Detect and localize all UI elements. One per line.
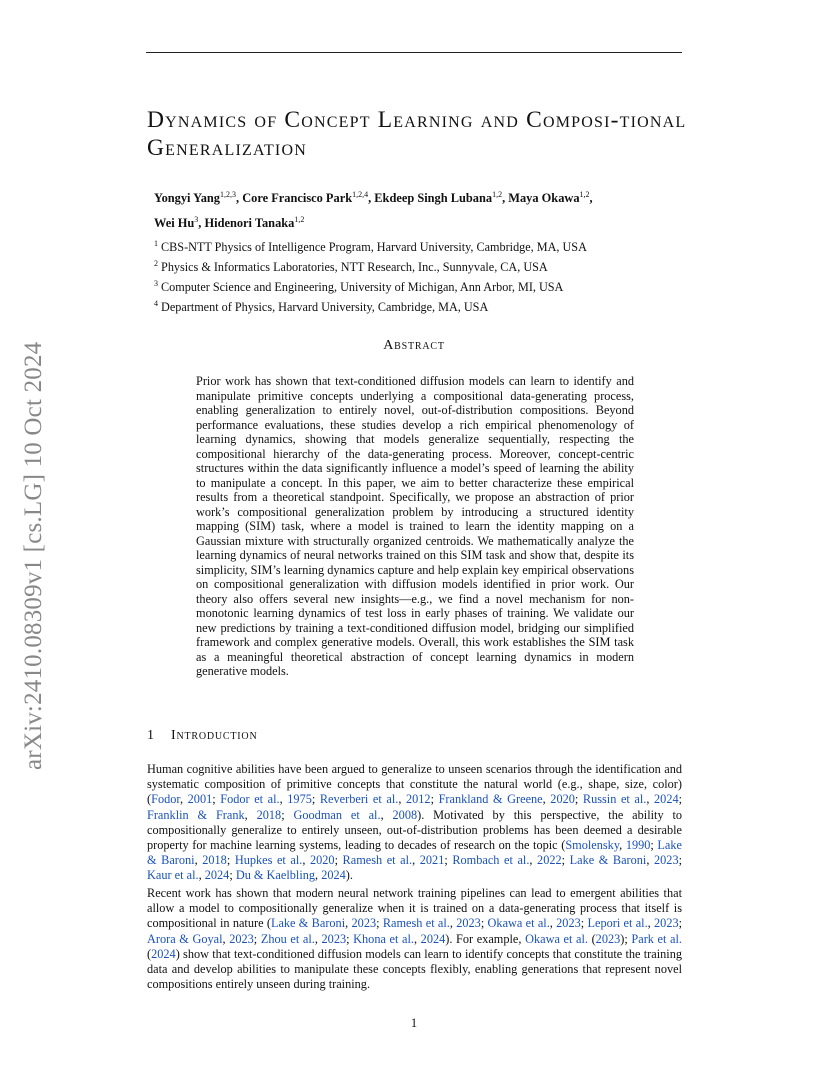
paragraph-text: ; [311,792,320,807]
citation-link[interactable]: 2023 [456,916,481,931]
paragraph-text: ); [620,931,632,946]
affiliation [154,236,674,256]
paragraph-text: ). For example, [445,931,526,946]
paragraph-text: , [315,868,322,883]
paper-title: Dynamics of Concept Learning and Composi-tional Generalization [147,107,687,161]
citation-link[interactable]: Ramesh et al. [382,916,450,931]
author-name: Hidenori Tanaka [204,216,295,231]
author-name: Wei Hu [154,216,195,231]
paragraph-text: , [449,916,457,931]
citation-link[interactable]: Frankland & Greene [438,792,543,807]
citation-link[interactable]: 2023 [229,931,254,946]
citation-link[interactable]: Hupkes et al. [234,853,303,868]
abstract-text: Prior work has shown that text-conditioned diffusion models can learn to identify and manipulate primitive concepts underlying a compositional data-generating process, enabling generalization to entirely novel, out-of-distribution compositions. Beyond performance evaluations, these studies develop a rich empirical phenomenology of learning dynamics, showing that models generalize sequentially, respecting the compositional hierarchy of the data-generating process. Moreover, concept-centric structures within the data significantly influence a model’s speed of learning the ability to manipulate a concept. In this paper, we aim to better characterize these empirical results from a theoretical standpoint. Specifically, we propose an abstraction of prior work’s compositional generalization problem by introducing a structured identity mapping (SIM) task, where a model is trained to learn the identity mapping on a Gaussian mixture with structurally organized centroids. We mathematically analyze the learning dynamics of neural networks trained on this SIM task and show that, despite its simplicity, SIM’s learning dynamics capture and help explain key empirical observations on compositional generalization with diffusion models identified in prior work. Our theory also offers several new insights—e.g., we find a novel mechanism for non-monotonic learning dynamics of test loss in early phases of training. We validate our new predictions by training a text-conditioned diffusion model, bridging our simplified framework and complex generative models. Overall, this work establishes the SIM task as a meaningful theoretical abstraction of concept learning dynamics in modern generative models. [196,374,634,678]
citation-link[interactable]: 2024 [321,868,346,883]
paragraph-text: ( [587,931,596,946]
citation-link[interactable]: 2023 [654,853,679,868]
citation-link[interactable]: Khona et al. [353,931,414,946]
citation-link[interactable]: Arora & Goyal [147,931,223,946]
intro-paragraph-2 [147,886,682,992]
citation-link[interactable]: 2024 [420,931,446,946]
citation-link[interactable]: 2023 [351,916,377,931]
citation-link[interactable]: 2023 [556,916,581,931]
paragraph-text: , [380,807,393,822]
citation-link[interactable]: Park et al. [631,931,682,946]
paragraph-text: , [194,853,203,868]
section-number: 1 [147,728,155,743]
citation-link[interactable]: Lake & Baroni [270,916,346,931]
paragraph-text: ; [678,916,683,931]
author-name: Core Francisco Park [242,191,353,206]
citation-link[interactable]: 2008 [392,807,418,822]
paragraph-text: ( [147,946,152,961]
paragraph-text: ; [430,792,439,807]
author [242,191,368,205]
citation-link[interactable]: Du & Kaelbling [235,868,316,883]
paragraph-text: ; [229,868,236,883]
author [154,191,236,205]
citation-link[interactable]: 2018 [256,807,282,822]
author [374,191,502,205]
author-list: Yongyi Yang$^{1,2,3}$, Core Francisco Park$^{1,2,4}$, Ekdeep Singh Lubana$^{1,2}$, Maya Okawa$^{1,2}$, Wei Hu$^3$, Hidenori Tanaka$^{1,2}$ [154,190,593,231]
citation-link[interactable]: Franklin & Frank [147,807,245,822]
affiliation-number: 1 [154,239,158,248]
citation-link[interactable]: 2018 [202,853,227,868]
paragraph-text: , [412,853,420,868]
page-number: 1 [410,1016,418,1030]
citation-link[interactable]: Fodor [151,792,180,807]
affiliation-text: Computer Science and Engineering, University of Michigan, Ann Arbor, MI, USA [158,279,564,294]
author-affiliation-marker: 1,2,4 [352,190,369,199]
section-title: Introduction [171,728,258,743]
paragraph-text: ). Motivated by this perspective, the ability to compositionally generalize to entirely unseen, out-of-distribution problems has been deemed a desirable property for machine learning systems, leading to decades of research on the topic ( [147,807,683,853]
paragraph-text: ; [376,916,383,931]
paragraph-text: ; [334,853,343,868]
paragraph-text: , [244,807,257,822]
citation-link[interactable]: Goodman et al. [293,807,381,822]
citation-link[interactable]: Okawa et al. [487,916,550,931]
affiliation-text: Physics & Informatics Laboratories, NTT Research, Inc., Sunnyvale, CA, USA [158,259,548,274]
citation-link[interactable]: Ramesh et al. [342,853,413,868]
paragraph-text: ; [444,853,453,868]
paragraph-text: ; [561,853,570,868]
citation-link[interactable]: 2023 [321,931,347,946]
paragraph-text: Human cognitive abilities have been argued to generalize to unseen scenarios through the identification and systematic composition of primitive concepts that constitute the natural world (e.g., shape, size, color) ( [147,762,682,807]
arxiv-stamp: arXiv:2410.08309v1 [cs.LG] 10 Oct 2024 [20,341,47,770]
paragraph-text: ; [226,853,235,868]
affiliation-number: 2 [154,258,158,268]
citation-link[interactable]: 2024 [204,868,230,883]
paragraph-text: ). [345,868,353,883]
author [154,216,198,230]
citation-link[interactable]: Russin et al. [582,792,647,807]
citation-link[interactable]: Kaur et al. [147,868,199,883]
citation-link[interactable]: 1990 [625,838,651,853]
paragraph-text: , [646,853,654,868]
author-affiliation-marker: 3 [194,215,199,225]
paragraph-text: ; [678,853,683,868]
paragraph-text: , [647,916,655,931]
paragraph-text: ) show that text-conditioned diffusion models can learn to identify concepts that constitute the training data and develop abilities to manipulate these concepts flexibly, enabling generations that represent novel compositions entirely unseen during training. [147,946,682,992]
affiliation-number: 3 [154,278,158,288]
citation-link[interactable]: Lepori et al. [587,916,648,931]
citation-link[interactable]: Rombach et al. [452,853,530,868]
citation-link[interactable]: 2022 [537,853,562,868]
affiliation [154,256,674,276]
section-heading [147,728,257,744]
author-name: Maya Okawa [508,191,580,206]
paragraph-text: , [180,792,188,807]
paragraph-text: ; [650,838,658,853]
affiliation-text: Department of Physics, Harvard University, Cambridge, MA, USA [158,299,489,314]
author [204,216,304,230]
affiliation-number: 4 [154,298,158,308]
paragraph-text: ; [281,807,294,822]
paragraph-text: , [529,853,538,868]
citation-link[interactable]: 1975 [287,792,312,807]
paragraph-text: ; [678,792,683,807]
author-affiliation-marker: 1,2 [294,215,305,225]
paragraph-text: , [345,916,352,931]
citation-link[interactable]: 2023 [595,931,621,946]
paragraph-text: ; [253,931,261,946]
paragraph-text: , [619,838,626,853]
affiliation-list [154,236,674,315]
citation-link[interactable]: Lake & Baroni [569,853,647,868]
paragraph-text: ; [212,792,221,807]
paragraph-text: ; [580,916,588,931]
author [508,191,589,205]
paragraph-text: ; [346,931,354,946]
citation-link[interactable]: 2023 [654,916,679,931]
paragraph-text: , [198,868,205,883]
citation-link[interactable]: Reverberi et al. [319,792,399,807]
paragraph-text: , [549,916,557,931]
top-rule [146,52,682,53]
paragraph-text: , [398,792,406,807]
author-affiliation-marker: 1,2,3 [220,190,236,199]
paragraph-text: Recent work has shown that modern neural network training pipelines can lead to emergent abilities that allow a model to compositionally generalize when it is trained on a data-generating process that itself is compositional in nature ( [147,886,682,931]
citation-link[interactable]: 2024 [151,946,176,961]
affiliation [154,276,674,296]
paragraph-text: , [222,931,230,946]
citation-link[interactable]: Lake & Baroni [147,838,682,868]
citation-link[interactable]: 2012 [405,792,431,807]
paragraph-text: , [314,931,322,946]
abstract-heading: Abstract [383,338,445,353]
author-affiliation-marker: 1,2 [579,190,590,199]
intro-paragraph-1 [147,762,682,884]
citation-link[interactable]: Okawa et al. [525,931,588,946]
citation-link[interactable]: Zhou et al. [260,931,315,946]
affiliation [154,296,674,316]
paragraph-text: , [302,853,310,868]
author-name: Yongyi Yang [154,191,220,206]
citation-link[interactable]: 2021 [419,853,445,868]
citation-link[interactable]: Smolensky [565,838,620,853]
paragraph-text: , [413,931,421,946]
paragraph-text: ; [480,916,488,931]
author-affiliation-marker: 1,2 [492,190,503,199]
paragraph-text: ; [574,792,583,807]
citation-link[interactable]: 2020 [309,853,335,868]
citation-link[interactable]: 2020 [550,792,575,807]
paragraph-text: , [279,792,288,807]
citation-link[interactable]: 2024 [654,792,679,807]
author-name: Ekdeep Singh Lubana [374,191,493,206]
paragraph-text: , [646,792,655,807]
paragraph-text: , [542,792,551,807]
citation-link[interactable]: Fodor et al. [220,792,280,807]
affiliation-text: CBS-NTT Physics of Intelligence Program, Harvard University, Cambridge, MA, USA [158,240,587,255]
citation-link[interactable]: 2001 [187,792,213,807]
